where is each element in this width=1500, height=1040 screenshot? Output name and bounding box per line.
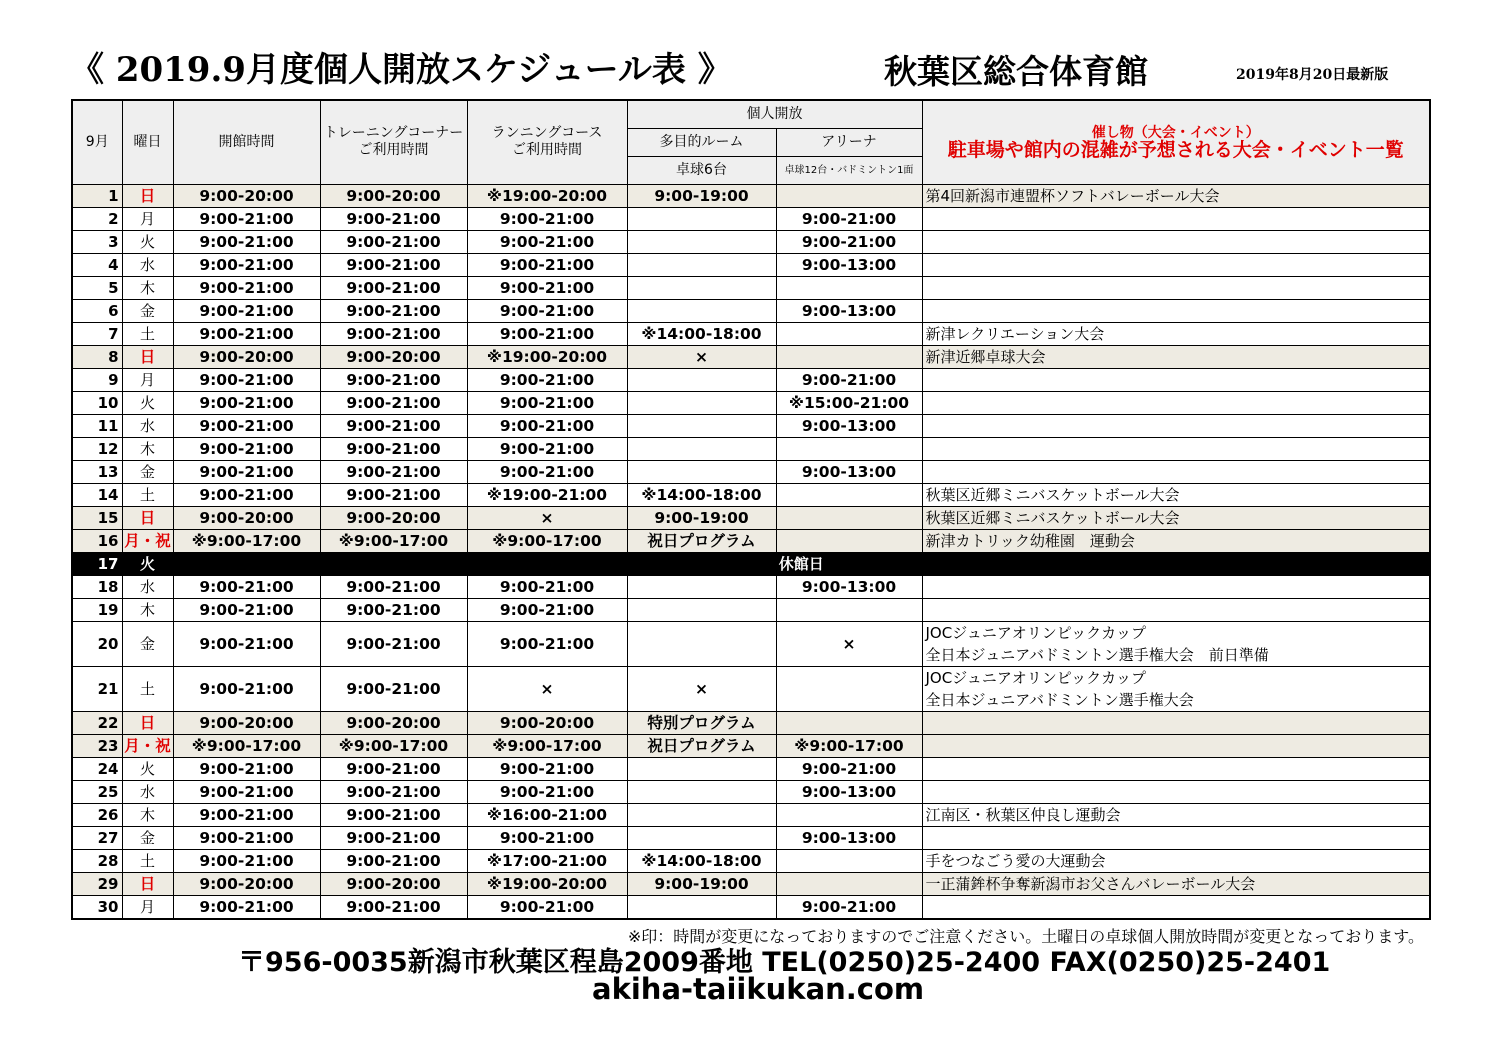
weekday-cell: 水 xyxy=(122,780,173,803)
running-cell: ※16:00-21:00 xyxy=(467,803,627,826)
event-cell: 秋葉区近郷ミニバスケットボール大会 xyxy=(922,483,1430,506)
arena-cell: 9:00-21:00 xyxy=(776,895,922,919)
multi-room-cell: × xyxy=(627,666,776,711)
training-cell: 9:00-21:00 xyxy=(320,598,467,621)
table-row xyxy=(72,391,1430,414)
event-cell: 第4回新潟市連盟杯ソフトバレーボール大会 xyxy=(922,184,1430,207)
running-cell: 9:00-21:00 xyxy=(467,621,627,666)
training-cell: 9:00-21:00 xyxy=(320,666,467,711)
running-cell: ※19:00-20:00 xyxy=(467,184,627,207)
event-cell xyxy=(922,826,1430,849)
day-cell: 24 xyxy=(72,757,122,780)
arena-cell xyxy=(776,184,922,207)
open-hours-cell: 9:00-20:00 xyxy=(173,184,320,207)
day-cell: 13 xyxy=(72,460,122,483)
open-hours-cell: 9:00-21:00 xyxy=(173,895,320,919)
multi-room-cell xyxy=(627,757,776,780)
event-cell xyxy=(922,276,1430,299)
arena-cell xyxy=(776,276,922,299)
running-cell: 9:00-21:00 xyxy=(467,253,627,276)
event-cell xyxy=(922,414,1430,437)
website: akiha-taiikukan.com xyxy=(592,972,925,1006)
weekday-cell: 火 xyxy=(122,552,173,575)
arena-cell: ※9:00-17:00 xyxy=(776,734,922,757)
day-cell: 30 xyxy=(72,895,122,919)
weekday-cell: 月 xyxy=(122,895,173,919)
event-cell xyxy=(922,253,1430,276)
multi-room-cell xyxy=(627,276,776,299)
multi-room-cell xyxy=(627,230,776,253)
training-cell: 9:00-20:00 xyxy=(320,872,467,895)
running-cell: 9:00-21:00 xyxy=(467,391,627,414)
open-hours-cell: 9:00-21:00 xyxy=(173,414,320,437)
training-cell: ※9:00-17:00 xyxy=(320,734,467,757)
arena-cell xyxy=(776,437,922,460)
open-hours-cell: 9:00-21:00 xyxy=(173,849,320,872)
day-cell: 26 xyxy=(72,803,122,826)
open-hours-cell: 9:00-21:00 xyxy=(173,299,320,322)
day-cell: 1 xyxy=(72,184,122,207)
training-cell: 9:00-21:00 xyxy=(320,895,467,919)
event-cell: 新津近郷卓球大会 xyxy=(922,345,1430,368)
multi-room-cell xyxy=(627,598,776,621)
running-cell: ※9:00-17:00 xyxy=(467,734,627,757)
event-cell: JOCジュニアオリンピックカップ 全日本ジュニアバドミントン選手権大会 前日準備 xyxy=(922,621,1430,666)
page-title: 《 2019.9月度個人開放スケジュール表 》 xyxy=(70,50,732,90)
training-cell: 9:00-21:00 xyxy=(320,575,467,598)
running-cell: 9:00-21:00 xyxy=(467,322,627,345)
table-row xyxy=(72,803,1430,826)
schedule-table xyxy=(71,99,1431,920)
arena-cell: 9:00-13:00 xyxy=(776,826,922,849)
open-hours-cell: 9:00-21:00 xyxy=(173,207,320,230)
open-hours-cell: ※9:00-17:00 xyxy=(173,529,320,552)
table-row xyxy=(72,872,1430,895)
multi-room-cell xyxy=(627,414,776,437)
multi-room-cell: 9:00-19:00 xyxy=(627,506,776,529)
day-cell: 15 xyxy=(72,506,122,529)
day-cell: 8 xyxy=(72,345,122,368)
running-cell: 9:00-21:00 xyxy=(467,207,627,230)
open-hours-cell: 9:00-21:00 xyxy=(173,575,320,598)
table-row xyxy=(72,483,1430,506)
table-row xyxy=(72,322,1430,345)
training-cell: 9:00-21:00 xyxy=(320,253,467,276)
day-cell: 10 xyxy=(72,391,122,414)
open-hours-cell: 9:00-21:00 xyxy=(173,780,320,803)
running-cell: ※19:00-20:00 xyxy=(467,872,627,895)
weekday-cell: 金 xyxy=(122,621,173,666)
multi-room-cell: ※14:00-18:00 xyxy=(627,483,776,506)
running-cell: 9:00-21:00 xyxy=(467,895,627,919)
day-cell: 5 xyxy=(72,276,122,299)
event-cell xyxy=(922,460,1430,483)
multi-room-cell: ※14:00-18:00 xyxy=(627,322,776,345)
training-cell: 9:00-21:00 xyxy=(320,299,467,322)
day-cell: 3 xyxy=(72,230,122,253)
table-row xyxy=(72,757,1430,780)
multi-room-cell xyxy=(627,391,776,414)
day-cell: 21 xyxy=(72,666,122,711)
arena-cell xyxy=(776,872,922,895)
running-cell: 9:00-21:00 xyxy=(467,437,627,460)
open-hours-cell: ※9:00-17:00 xyxy=(173,734,320,757)
training-cell: 9:00-21:00 xyxy=(320,621,467,666)
multi-room-cell: 9:00-19:00 xyxy=(627,872,776,895)
open-hours-cell: 9:00-21:00 xyxy=(173,757,320,780)
open-hours-cell: 9:00-21:00 xyxy=(173,483,320,506)
training-cell: 9:00-21:00 xyxy=(320,322,467,345)
multi-room-cell: × xyxy=(627,345,776,368)
header-events xyxy=(922,100,1430,184)
training-cell: 9:00-20:00 xyxy=(320,345,467,368)
event-cell: 手をつなごう愛の大運動会 xyxy=(922,849,1430,872)
header-month: 9月 xyxy=(72,100,122,184)
training-cell: ※9:00-17:00 xyxy=(320,529,467,552)
running-cell: 9:00-21:00 xyxy=(467,230,627,253)
day-cell: 19 xyxy=(72,598,122,621)
running-cell: 9:00-20:00 xyxy=(467,711,627,734)
open-hours-cell: 9:00-21:00 xyxy=(173,666,320,711)
arena-cell xyxy=(776,666,922,711)
weekday-cell: 水 xyxy=(122,253,173,276)
event-cell: 新津レクリエーション大会 xyxy=(922,322,1430,345)
table-row xyxy=(72,345,1430,368)
open-hours-cell: 9:00-20:00 xyxy=(173,872,320,895)
arena-cell: 9:00-13:00 xyxy=(776,460,922,483)
weekday-cell: 木 xyxy=(122,598,173,621)
table-row xyxy=(72,895,1430,919)
address: 〒956-0035新潟市秋葉区程島2009番地 TEL(0250)25-2400 FAX(0250)25-2401 xyxy=(238,947,1331,978)
event-cell xyxy=(922,598,1430,621)
open-hours-cell: 9:00-21:00 xyxy=(173,598,320,621)
arena-cell xyxy=(776,322,922,345)
open-hours-cell: 9:00-21:00 xyxy=(173,391,320,414)
weekday-cell: 土 xyxy=(122,849,173,872)
multi-room-cell: 9:00-19:00 xyxy=(627,184,776,207)
table-row xyxy=(72,849,1430,872)
header-open-hours: 開館時間 xyxy=(173,100,320,184)
multi-room-cell xyxy=(627,780,776,803)
venue-name: 秋葉区総合体育館 xyxy=(884,52,1148,91)
weekday-cell: 日 xyxy=(122,506,173,529)
arena-cell: 9:00-21:00 xyxy=(776,368,922,391)
event-cell: 江南区・秋葉区仲良し運動会 xyxy=(922,803,1430,826)
day-cell: 7 xyxy=(72,322,122,345)
weekday-cell: 土 xyxy=(122,483,173,506)
open-hours-cell: 9:00-21:00 xyxy=(173,253,320,276)
running-cell: ※19:00-20:00 xyxy=(467,345,627,368)
event-cell: 新津カトリック幼稚園 運動会 xyxy=(922,529,1430,552)
event-cell xyxy=(922,734,1430,757)
table-row xyxy=(72,184,1430,207)
header-training: トレーニングコーナー ご利用時間 xyxy=(320,100,467,184)
arena-cell xyxy=(776,598,922,621)
running-cell: 9:00-21:00 xyxy=(467,460,627,483)
multi-room-cell xyxy=(627,621,776,666)
weekday-cell: 日 xyxy=(122,184,173,207)
arena-cell xyxy=(776,849,922,872)
arena-cell xyxy=(776,483,922,506)
day-cell: 22 xyxy=(72,711,122,734)
event-cell xyxy=(922,391,1430,414)
training-cell: 9:00-21:00 xyxy=(320,757,467,780)
table-row xyxy=(72,276,1430,299)
multi-room-cell xyxy=(627,826,776,849)
table-row xyxy=(72,368,1430,391)
header-events-line2: 駐車場や館内の混雑が予想される大会・イベント一覧 xyxy=(947,139,1404,162)
table-row xyxy=(72,253,1430,276)
table-row xyxy=(72,529,1430,552)
event-cell xyxy=(922,207,1430,230)
table-row xyxy=(72,621,1430,666)
table-row xyxy=(72,207,1430,230)
multi-room-cell: 祝日プログラム xyxy=(627,734,776,757)
table-row xyxy=(72,299,1430,322)
running-cell: 9:00-21:00 xyxy=(467,299,627,322)
day-cell: 12 xyxy=(72,437,122,460)
training-cell: 9:00-21:00 xyxy=(320,437,467,460)
training-cell: 9:00-21:00 xyxy=(320,803,467,826)
running-cell: 9:00-21:00 xyxy=(467,368,627,391)
open-hours-cell: 9:00-21:00 xyxy=(173,276,320,299)
training-cell: 9:00-21:00 xyxy=(320,391,467,414)
open-hours-cell: 9:00-21:00 xyxy=(173,803,320,826)
weekday-cell: 金 xyxy=(122,826,173,849)
table-row xyxy=(72,437,1430,460)
training-cell: 9:00-21:00 xyxy=(320,849,467,872)
arena-cell xyxy=(776,803,922,826)
training-cell: 9:00-21:00 xyxy=(320,276,467,299)
header-arena: アリーナ xyxy=(776,128,922,156)
multi-room-cell xyxy=(627,207,776,230)
weekday-cell: 土 xyxy=(122,322,173,345)
running-cell: ※19:00-21:00 xyxy=(467,483,627,506)
closed-cell: 休館日 xyxy=(173,552,1430,575)
open-hours-cell: 9:00-20:00 xyxy=(173,711,320,734)
arena-cell: × xyxy=(776,621,922,666)
day-cell: 6 xyxy=(72,299,122,322)
running-cell: 9:00-21:00 xyxy=(467,780,627,803)
training-cell: 9:00-21:00 xyxy=(320,826,467,849)
multi-room-cell: ※14:00-18:00 xyxy=(627,849,776,872)
event-cell: 一正蒲鉾杯争奪新潟市お父さんバレーボール大会 xyxy=(922,872,1430,895)
training-cell: 9:00-21:00 xyxy=(320,483,467,506)
header-arena-sub: 卓球12台・バドミントン1面 xyxy=(776,156,922,184)
training-cell: 9:00-20:00 xyxy=(320,506,467,529)
arena-cell: 9:00-21:00 xyxy=(776,230,922,253)
multi-room-cell xyxy=(627,575,776,598)
arena-cell xyxy=(776,345,922,368)
weekday-cell: 木 xyxy=(122,437,173,460)
multi-room-cell: 祝日プログラム xyxy=(627,529,776,552)
event-cell: 秋葉区近郷ミニバスケットボール大会 xyxy=(922,506,1430,529)
open-hours-cell: 9:00-21:00 xyxy=(173,437,320,460)
weekday-cell: 木 xyxy=(122,803,173,826)
event-cell xyxy=(922,299,1430,322)
multi-room-cell xyxy=(627,895,776,919)
day-cell: 18 xyxy=(72,575,122,598)
arena-cell: 9:00-13:00 xyxy=(776,253,922,276)
header-multi-room-sub: 卓球6台 xyxy=(627,156,776,184)
footnote: ※印：時間が変更になっておりますのでご注意ください。土曜日の卓球個人開放時間が変更となっております。 xyxy=(627,927,1424,946)
day-cell: 11 xyxy=(72,414,122,437)
running-cell: ※17:00-21:00 xyxy=(467,849,627,872)
arena-cell: 9:00-21:00 xyxy=(776,757,922,780)
event-cell xyxy=(922,757,1430,780)
open-hours-cell: 9:00-20:00 xyxy=(173,506,320,529)
header-events-line1: 催し物（大会・イベント） xyxy=(1091,125,1260,142)
weekday-cell: 日 xyxy=(122,872,173,895)
arena-cell: ※15:00-21:00 xyxy=(776,391,922,414)
training-cell: 9:00-21:00 xyxy=(320,460,467,483)
event-cell: JOCジュニアオリンピックカップ 全日本ジュニアバドミントン選手権大会 xyxy=(922,666,1430,711)
updated-date: 2019年8月20日最新版 xyxy=(1236,67,1389,83)
event-cell xyxy=(922,437,1430,460)
arena-cell xyxy=(776,529,922,552)
multi-room-cell: 特別プログラム xyxy=(627,711,776,734)
event-cell xyxy=(922,230,1430,253)
table-row xyxy=(72,552,1430,575)
day-cell: 25 xyxy=(72,780,122,803)
event-cell xyxy=(922,711,1430,734)
arena-cell: 9:00-13:00 xyxy=(776,780,922,803)
table-row xyxy=(72,230,1430,253)
weekday-cell: 金 xyxy=(122,299,173,322)
multi-room-cell xyxy=(627,803,776,826)
running-cell: 9:00-21:00 xyxy=(467,414,627,437)
table-row xyxy=(72,666,1430,711)
open-hours-cell: 9:00-20:00 xyxy=(173,345,320,368)
open-hours-cell: 9:00-21:00 xyxy=(173,230,320,253)
weekday-cell: 火 xyxy=(122,230,173,253)
table-row xyxy=(72,780,1430,803)
arena-cell: 9:00-13:00 xyxy=(776,299,922,322)
weekday-cell: 火 xyxy=(122,391,173,414)
running-cell: × xyxy=(467,666,627,711)
event-cell xyxy=(922,368,1430,391)
weekday-cell: 月・祝 xyxy=(122,529,173,552)
arena-cell: 9:00-13:00 xyxy=(776,575,922,598)
multi-room-cell xyxy=(627,437,776,460)
weekday-cell: 日 xyxy=(122,345,173,368)
running-cell: 9:00-21:00 xyxy=(467,826,627,849)
running-cell: × xyxy=(467,506,627,529)
training-cell: 9:00-20:00 xyxy=(320,711,467,734)
weekday-cell: 水 xyxy=(122,414,173,437)
multi-room-cell xyxy=(627,299,776,322)
day-cell: 27 xyxy=(72,826,122,849)
weekday-cell: 水 xyxy=(122,575,173,598)
table-row xyxy=(72,460,1430,483)
open-hours-cell: 9:00-21:00 xyxy=(173,621,320,666)
running-cell: 9:00-21:00 xyxy=(467,598,627,621)
event-cell xyxy=(922,780,1430,803)
multi-room-cell xyxy=(627,460,776,483)
table-row xyxy=(72,414,1430,437)
event-cell xyxy=(922,575,1430,598)
weekday-cell: 月 xyxy=(122,207,173,230)
arena-cell xyxy=(776,711,922,734)
day-cell: 16 xyxy=(72,529,122,552)
open-hours-cell: 9:00-21:00 xyxy=(173,368,320,391)
table-row xyxy=(72,826,1430,849)
open-hours-cell: 9:00-21:00 xyxy=(173,322,320,345)
table-row xyxy=(72,598,1430,621)
training-cell: 9:00-21:00 xyxy=(320,230,467,253)
header-personal-open: 個人開放 xyxy=(627,100,922,128)
day-cell: 28 xyxy=(72,849,122,872)
arena-cell xyxy=(776,506,922,529)
arena-cell: 9:00-13:00 xyxy=(776,414,922,437)
training-cell: 9:00-20:00 xyxy=(320,184,467,207)
day-cell: 23 xyxy=(72,734,122,757)
header-weekday: 曜日 xyxy=(122,100,173,184)
training-cell: 9:00-21:00 xyxy=(320,780,467,803)
running-cell: 9:00-21:00 xyxy=(467,757,627,780)
day-cell: 29 xyxy=(72,872,122,895)
weekday-cell: 土 xyxy=(122,666,173,711)
weekday-cell: 木 xyxy=(122,276,173,299)
header-running: ランニングコース ご利用時間 xyxy=(467,100,627,184)
header-multi-room: 多目的ルーム xyxy=(627,128,776,156)
day-cell: 2 xyxy=(72,207,122,230)
running-cell: 9:00-21:00 xyxy=(467,276,627,299)
table-row xyxy=(72,734,1430,757)
schedule-rows xyxy=(72,184,1430,919)
weekday-cell: 月 xyxy=(122,368,173,391)
table-row xyxy=(72,575,1430,598)
day-cell: 14 xyxy=(72,483,122,506)
weekday-cell: 金 xyxy=(122,460,173,483)
weekday-cell: 火 xyxy=(122,757,173,780)
event-cell xyxy=(922,895,1430,919)
training-cell: 9:00-21:00 xyxy=(320,207,467,230)
arena-cell: 9:00-21:00 xyxy=(776,207,922,230)
day-cell: 17 xyxy=(72,552,122,575)
running-cell: 9:00-21:00 xyxy=(467,575,627,598)
open-hours-cell: 9:00-21:00 xyxy=(173,826,320,849)
training-cell: 9:00-21:00 xyxy=(320,414,467,437)
open-hours-cell: 9:00-21:00 xyxy=(173,460,320,483)
multi-room-cell xyxy=(627,253,776,276)
training-cell: 9:00-21:00 xyxy=(320,368,467,391)
weekday-cell: 月・祝 xyxy=(122,734,173,757)
running-cell: ※9:00-17:00 xyxy=(467,529,627,552)
multi-room-cell xyxy=(627,368,776,391)
table-row xyxy=(72,506,1430,529)
day-cell: 9 xyxy=(72,368,122,391)
weekday-cell: 日 xyxy=(122,711,173,734)
day-cell: 20 xyxy=(72,621,122,666)
day-cell: 4 xyxy=(72,253,122,276)
table-row xyxy=(72,711,1430,734)
